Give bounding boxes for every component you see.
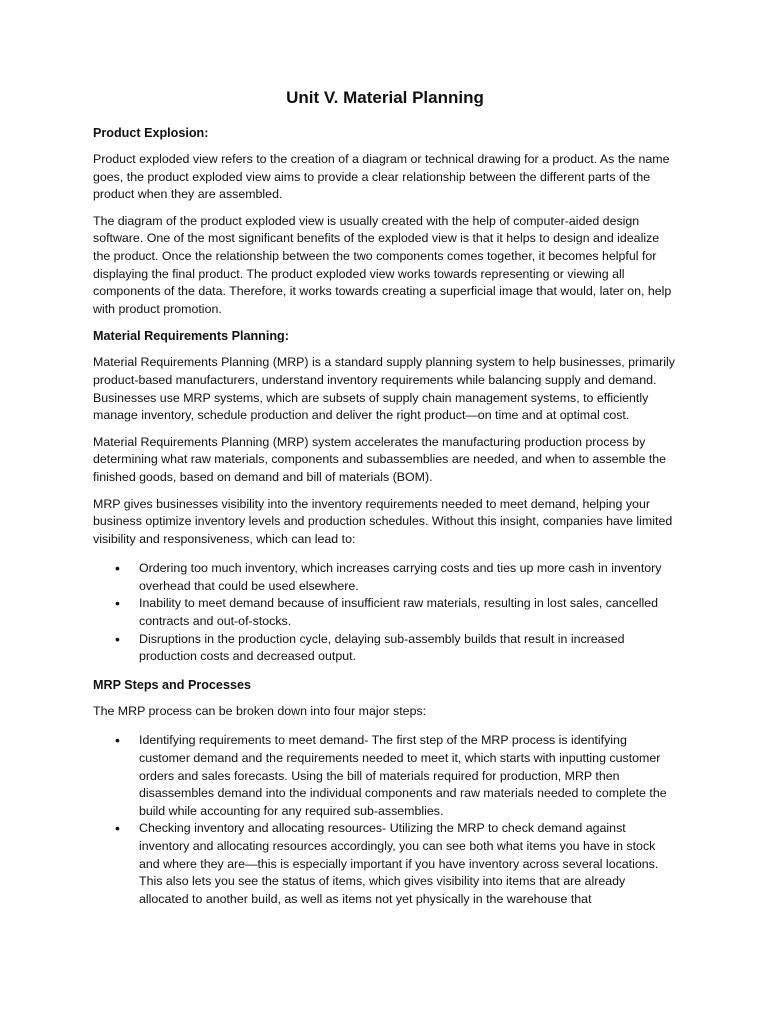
paragraph: Material Requirements Planning (MRP) is a standard supply planning system to help businesses, primarily product-based manufacturers, understand inventory requirements while balancing supply and demand. Businesses use MRP systems, which are subsets of supply chain management systems, to efficiently manage inventory, schedule production and deliver the right product—on time and at optimal cost. — [93, 355, 675, 423]
list-item: • Disruptions in the production cycle, delaying sub-assembly builds that result in increased production costs and decreased output. — [93, 631, 677, 666]
paragraph: MRP gives businesses visibility into the inventory requirements needed to meet demand, helping your business optimize inventory levels and production schedules. Without this insight, companies have limited visibility and responsiveness, which can lead to: — [93, 496, 673, 546]
section-heading-mrp: Material Requirements Planning: — [93, 329, 289, 344]
list-item: • Checking inventory and allocating resources- Utilizing the MRP to check demand against inventory and allocating resources accordingly, you can see both what items you have in stock and where they are—this is especially important if you have inventory across several locations. This also lets you see the status of items, which gives visibility into items that are already allocated to another build, as well as items not yet physically in the warehouse that — [93, 820, 677, 908]
paragraph: Material Requirements Planning (MRP) system accelerates the manufacturing production process by determining what raw materials, components and subassemblies are needed, and when to assemble the finished goods, based on demand and bill of materials (BOM). — [93, 434, 667, 484]
document-page — [93, 86, 677, 917]
list-item: • Identifying requirements to meet demand- The first step of the MRP process is identifying customer demand and the requirements needed to meet it, which starts with inputting customer orders and sales forecasts. Using the bill of materials required for production, MRP then disassembles demand into the individual components and raw materials needed to complete the build while accounting for any required sub-assemblies. — [93, 732, 677, 820]
section-heading-mrp-steps: MRP Steps and Processes — [93, 677, 251, 692]
paragraph: Product exploded view refers to the creation of a diagram or technical drawing for a product. As the name goes, the product exploded view aims to provide a clear relationship between the different parts of the product when they are assembled. — [93, 152, 670, 202]
list-item: • Inability to meet demand because of insufficient raw materials, resulting in lost sales, cancelled contracts and out-of-stocks. — [93, 595, 677, 630]
paragraph: The diagram of the product exploded view is usually created with the help of computer-aided design software. One of the most significant benefits of the exploded view is that it helps to design and idealize the product. Once the relationship between the two components comes together, it becomes helpful for displaying the final product. The product exploded view works towards representing or viewing all components of the data. Therefore, it works towards creating a superficial image that would, later on, help with product promotion. — [93, 213, 672, 316]
page-title: Unit V. Material Planning — [286, 88, 484, 107]
bullet-list — [93, 732, 677, 908]
bullet-list — [93, 560, 677, 666]
paragraph: The MRP process can be broken down into four major steps: — [93, 703, 427, 718]
list-item: • Ordering too much inventory, which increases carrying costs and ties up more cash in inventory overhead that could be used elsewhere. — [93, 560, 677, 595]
section-heading-product-explosion: Product Explosion: — [93, 126, 209, 140]
